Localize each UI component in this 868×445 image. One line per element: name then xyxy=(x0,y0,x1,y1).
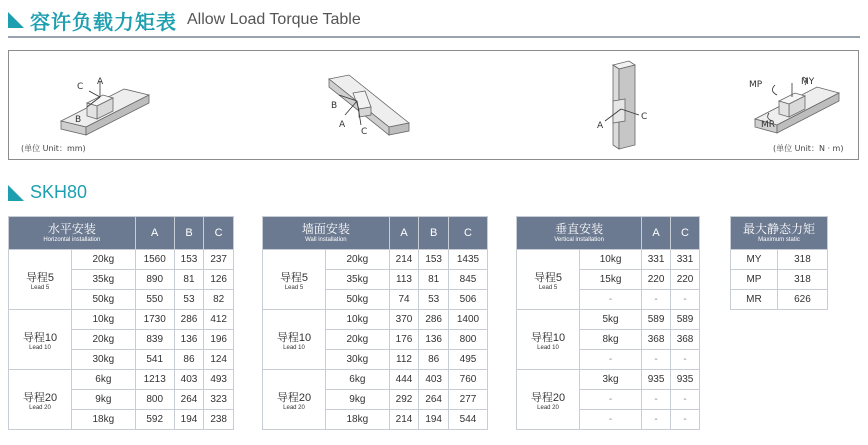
load-cell: 10kg xyxy=(72,310,136,330)
table-title-en: Wall installation xyxy=(305,236,347,243)
lead-label-cn: 导程5 xyxy=(279,271,309,284)
torque-cell: 800 xyxy=(135,390,174,410)
unit-note-mm: (单位 Unit：mm) xyxy=(21,144,86,153)
lead-label-cn: 导程20 xyxy=(530,391,566,404)
torque-cell: 237 xyxy=(204,250,234,270)
torque-cell: 331 xyxy=(671,250,700,270)
torque-cell: 112 xyxy=(389,350,419,370)
table-row xyxy=(9,370,234,390)
torque-cell: 1213 xyxy=(135,370,174,390)
lead-label-en: Lead 10 xyxy=(537,344,559,351)
torque-cell: 541 xyxy=(135,350,174,370)
d1-label-c: C xyxy=(77,82,84,92)
table-row xyxy=(731,290,828,310)
load-cell: 50kg xyxy=(72,290,136,310)
torque-cell: 136 xyxy=(419,330,449,350)
torque-cell: 53 xyxy=(174,290,204,310)
model-name: SKH80 xyxy=(30,182,88,202)
torque-cell: 331 xyxy=(642,250,671,270)
table-title-en: Horizontal installation xyxy=(43,236,101,243)
lead-cell xyxy=(263,370,326,430)
table-header-row xyxy=(263,217,488,250)
load-cell: 9kg xyxy=(72,390,136,410)
torque-cell: 506 xyxy=(448,290,487,310)
torque-cell: 53 xyxy=(419,290,449,310)
d2-label-a: A xyxy=(339,120,346,130)
load-cell: 20kg xyxy=(72,250,136,270)
header-divider xyxy=(8,36,860,38)
table-row xyxy=(517,310,700,330)
load-cell: 3kg xyxy=(580,370,642,390)
table-title-cell xyxy=(517,217,642,250)
header-title-en: Allow Load Torque Table xyxy=(187,11,361,28)
load-cell: 6kg xyxy=(72,370,136,390)
torque-cell: 220 xyxy=(671,270,700,290)
table-header-row xyxy=(731,217,828,250)
vertical-diagram xyxy=(605,61,639,149)
column-header: A xyxy=(642,217,671,250)
torque-cell: - xyxy=(642,410,671,430)
d1-label-b: B xyxy=(75,115,82,125)
section-header xyxy=(8,6,361,34)
table-row xyxy=(263,310,488,330)
load-cell: 15kg xyxy=(580,270,642,290)
torque-cell: - xyxy=(671,290,700,310)
torque-cell: - xyxy=(642,290,671,310)
load-cell: 35kg xyxy=(326,270,390,290)
lead-label-cn: 导程20 xyxy=(276,391,312,404)
torque-cell: 444 xyxy=(389,370,419,390)
lead-label-en: Lead 5 xyxy=(30,284,50,291)
torque-cell: 935 xyxy=(642,370,671,390)
lead-cell xyxy=(263,250,326,310)
torque-cell: 264 xyxy=(419,390,449,410)
model-header xyxy=(8,182,87,203)
header-title-cn: 容许负载力矩表 xyxy=(30,9,177,34)
table-title-en: Maximum static xyxy=(758,236,800,243)
torque-cell: 220 xyxy=(642,270,671,290)
torque-cell: 136 xyxy=(174,330,204,350)
torque-cell: 74 xyxy=(389,290,419,310)
load-cell: - xyxy=(580,390,642,410)
load-cell: - xyxy=(580,290,642,310)
torque-cell: 935 xyxy=(671,370,700,390)
unit-note-nm: (单位 Unit：N · m) xyxy=(773,144,844,153)
torque-cell: 550 xyxy=(135,290,174,310)
load-cell: 9kg xyxy=(326,390,390,410)
horizontal-install-table xyxy=(8,216,234,430)
diagram-panel xyxy=(8,50,859,160)
torque-cell: 153 xyxy=(419,250,449,270)
lead-label-cn: 导程5 xyxy=(25,271,55,284)
moment-label: MY xyxy=(731,250,778,270)
torque-cell: 1400 xyxy=(448,310,487,330)
d3-label-a: A xyxy=(597,121,604,131)
lead-cell xyxy=(9,370,72,430)
load-cell: 8kg xyxy=(580,330,642,350)
torque-cell: 194 xyxy=(174,410,204,430)
load-cell: 6kg xyxy=(326,370,390,390)
table-row xyxy=(731,250,828,270)
torque-cell: 86 xyxy=(174,350,204,370)
torque-cell: 286 xyxy=(419,310,449,330)
d4-label-my: MY xyxy=(801,77,815,87)
torque-cell: - xyxy=(642,350,671,370)
torque-cell: - xyxy=(671,390,700,410)
lead-label-en: Lead 20 xyxy=(283,404,305,411)
torque-cell: 86 xyxy=(419,350,449,370)
table-row xyxy=(263,250,488,270)
table-title-cn: 垂直安装 xyxy=(555,221,604,236)
torque-cell: 214 xyxy=(389,250,419,270)
moment-value: 318 xyxy=(777,250,827,270)
torque-cell: 81 xyxy=(174,270,204,290)
lead-label-en: Lead 5 xyxy=(538,284,558,291)
lead-label-en: Lead 5 xyxy=(284,284,304,291)
lead-label-cn: 导程20 xyxy=(22,391,58,404)
header-triangle-icon xyxy=(8,12,24,28)
torque-cell: 82 xyxy=(204,290,234,310)
torque-cell: 589 xyxy=(671,310,700,330)
load-cell: 18kg xyxy=(326,410,390,430)
vertical-install-table xyxy=(516,216,700,430)
table-header-row xyxy=(9,217,234,250)
lead-label-en: Lead 10 xyxy=(283,344,305,351)
lead-cell xyxy=(9,250,72,310)
max-static-table xyxy=(730,216,828,310)
d3-label-c: C xyxy=(641,112,648,122)
model-triangle-icon xyxy=(8,185,24,201)
horizontal-diagram xyxy=(61,81,149,135)
torque-cell: 81 xyxy=(419,270,449,290)
torque-cell: 368 xyxy=(671,330,700,350)
wall-install-table xyxy=(262,216,488,430)
load-cell: 10kg xyxy=(326,310,390,330)
torque-cell: 1435 xyxy=(448,250,487,270)
table-row xyxy=(517,250,700,270)
load-cell: 35kg xyxy=(72,270,136,290)
d4-label-mp: MP xyxy=(749,80,763,90)
torque-cell: 323 xyxy=(204,390,234,410)
torque-cell: 1560 xyxy=(135,250,174,270)
table-title-cell xyxy=(263,217,390,250)
lead-label-en: Lead 10 xyxy=(29,344,51,351)
torque-cell: 403 xyxy=(174,370,204,390)
torque-cell: 277 xyxy=(448,390,487,410)
torque-cell: 412 xyxy=(204,310,234,330)
lead-cell xyxy=(517,250,580,310)
lead-label-cn: 导程10 xyxy=(22,331,58,344)
torque-cell: 493 xyxy=(204,370,234,390)
lead-cell xyxy=(517,310,580,370)
table-title-en: Vertical installation xyxy=(554,236,604,243)
torque-cell: 1730 xyxy=(135,310,174,330)
table-row xyxy=(9,250,234,270)
load-cell: 18kg xyxy=(72,410,136,430)
lead-cell xyxy=(9,310,72,370)
lead-label-cn: 导程10 xyxy=(530,331,566,344)
table-row xyxy=(263,370,488,390)
moment-value: 626 xyxy=(777,290,827,310)
load-cell: 5kg xyxy=(580,310,642,330)
d4-label-mr: MR xyxy=(761,120,776,130)
torque-cell: - xyxy=(671,350,700,370)
d1-label-a: A xyxy=(97,77,104,87)
torque-cell: 238 xyxy=(204,410,234,430)
torque-cell: - xyxy=(642,390,671,410)
torque-cell: 368 xyxy=(642,330,671,350)
torque-cell: 760 xyxy=(448,370,487,390)
column-header: C xyxy=(448,217,487,250)
table-title-cn: 最大静态力矩 xyxy=(742,221,815,236)
table-title-cn: 墙面安装 xyxy=(301,221,350,236)
diagram-illustrations xyxy=(9,51,858,159)
torque-cell: 800 xyxy=(448,330,487,350)
table-title-cell xyxy=(9,217,136,250)
load-cell: - xyxy=(580,350,642,370)
load-cell: 30kg xyxy=(72,350,136,370)
load-cell: 30kg xyxy=(326,350,390,370)
torque-cell: 890 xyxy=(135,270,174,290)
torque-cell: 403 xyxy=(419,370,449,390)
table-header-row xyxy=(517,217,700,250)
d2-label-c: C xyxy=(361,127,368,137)
torque-cell: 845 xyxy=(448,270,487,290)
load-cell: 20kg xyxy=(326,330,390,350)
torque-cell: - xyxy=(671,410,700,430)
torque-cell: 264 xyxy=(174,390,204,410)
table-title-cell xyxy=(731,217,828,250)
lead-label-cn: 导程5 xyxy=(533,271,563,284)
table-row xyxy=(9,310,234,330)
d2-label-b: B xyxy=(331,101,338,111)
moment-value: 318 xyxy=(777,270,827,290)
column-header: A xyxy=(389,217,419,250)
torque-cell: 196 xyxy=(204,330,234,350)
torque-cell: 495 xyxy=(448,350,487,370)
lead-label-cn: 导程10 xyxy=(276,331,312,344)
torque-cell: 113 xyxy=(389,270,419,290)
column-header: C xyxy=(204,217,234,250)
lead-cell xyxy=(517,370,580,430)
load-cell: 20kg xyxy=(326,250,390,270)
torque-cell: 126 xyxy=(204,270,234,290)
load-cell: 10kg xyxy=(580,250,642,270)
moment-label: MP xyxy=(731,270,778,290)
torque-cell: 176 xyxy=(389,330,419,350)
column-header: C xyxy=(671,217,700,250)
torque-cell: 286 xyxy=(174,310,204,330)
table-title-cn: 水平安装 xyxy=(47,221,96,236)
table-row xyxy=(517,370,700,390)
lead-label-en: Lead 20 xyxy=(29,404,51,411)
torque-cell: 153 xyxy=(174,250,204,270)
torque-cell: 839 xyxy=(135,330,174,350)
column-header: B xyxy=(174,217,204,250)
torque-cell: 194 xyxy=(419,410,449,430)
column-header: A xyxy=(135,217,174,250)
torque-cell: 544 xyxy=(448,410,487,430)
torque-cell: 292 xyxy=(389,390,419,410)
torque-cell: 592 xyxy=(135,410,174,430)
lead-cell xyxy=(263,310,326,370)
column-header: B xyxy=(419,217,449,250)
load-cell: 20kg xyxy=(72,330,136,350)
torque-cell: 589 xyxy=(642,310,671,330)
lead-label-en: Lead 20 xyxy=(537,404,559,411)
torque-cell: 370 xyxy=(389,310,419,330)
load-cell: 50kg xyxy=(326,290,390,310)
torque-cell: 214 xyxy=(389,410,419,430)
moment-label: MR xyxy=(731,290,778,310)
torque-cell: 124 xyxy=(204,350,234,370)
table-row xyxy=(731,270,828,290)
load-cell: - xyxy=(580,410,642,430)
